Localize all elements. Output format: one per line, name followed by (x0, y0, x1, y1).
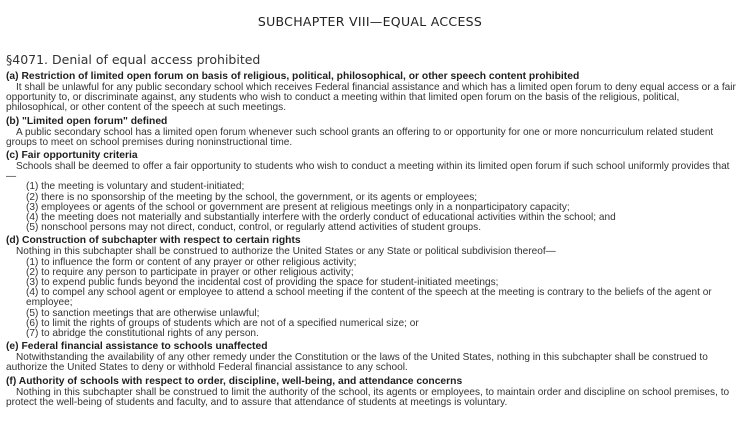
subsection-c-item-5: (5) nonschool persons may not direct, conduct, control, or regularly attend activities of student groups. (26, 222, 482, 234)
subsection-d-item-7: (7) to abridge the constitutional rights of any person. (26, 328, 259, 340)
subsection-c-item-1: (1) the meeting is voluntary and student-initiated; (26, 181, 245, 193)
subsection-e-text: Notwithstanding the availability of any other remedy under the Constitution or the laws of the United States, nothing in this subchapter shall be construed to authorize the United States to deny or withhold Federal financial assistance to any school. (6, 352, 708, 374)
section-body (6, 69, 736, 408)
subsection-b-heading: (b) "Limited open forum" defined (6, 115, 168, 127)
subsection-f-text: Nothing in this subchapter shall be construed to limit the authority of the school, its agents or employees, to maintain order and discipline on school premises, to protect the well-being of students and faculty, and to assure that attendance of students at meetings is voluntary. (6, 386, 730, 408)
subsection-c-item-2: (2) there is no sponsorship of the meeting by the school, the government, or its agents or employees; (26, 191, 478, 203)
subsection-b-text: A public secondary school has a limited open forum whenever such school grants an offering to or opportunity for one or more noncurriculum related student groups to meet on school premises during noninstructional time. (6, 126, 714, 148)
subsection-c-heading: (c) Fair opportunity criteria (6, 150, 138, 162)
subsection-a-text: It shall be unlawful for any public secondary school which receives Federal financial assistance and which has a limited open forum to deny equal access or a fair opportunity to, or discriminate against, any students who wish to conduct a meeting within that limited open forum on the basis of the religious, political, philosophical, or other content of the speech at such meetings. (6, 82, 736, 114)
chapter-title: SUBCHAPTER VIII—EQUAL ACCESS (257, 14, 483, 29)
subsection-f-heading: (f) Authority of schools with respect to order, discipline, well-being, and attendance concerns (6, 375, 463, 387)
subsection-d-text: Nothing in this subchapter shall be construed to authorize the United States or any State or political subdivision thereof— (16, 246, 556, 258)
subsection-c-item-3: (3) employees or agents of the school or government are present at religious meetings only in a nonparticipatory capacity; (26, 201, 570, 213)
subsection-c-text: Schools shall be deemed to offer a fair opportunity to students who wish to conduct a meeting within its limited open forum if such school uniformly provides that— (6, 161, 730, 183)
subsection-d-item-3: (3) to expend public funds beyond the incidental cost of providing the space for student-initiated meetings; (26, 277, 499, 289)
subsection-d-item-1: (1) to influence the form or content of any prayer or other religious activity; (26, 256, 357, 268)
subsection-d-item-4: (4) to compel any school agent or employee to attend a school meeting if the content of the speech at the meeting is contrary to the beliefs of the agent or employee; (26, 287, 712, 309)
subsection-e-heading: (e) Federal financial assistance to schools unaffected (6, 341, 268, 353)
subsection-d-heading: (d) Construction of subchapter with respect to certain rights (6, 235, 301, 247)
subsection-a-heading: (a) Restriction of limited open forum on basis of religious, political, philosophical, or other speech content prohibited (6, 71, 580, 82)
section-title: §4071. Denial of equal access prohibited (6, 52, 261, 67)
subsection-c-item-4: (4) the meeting does not materially and substantially interfere with the orderly conduct of educational activities within the school; and (26, 212, 616, 224)
subsection-d-item-5: (5) to sanction meetings that are otherwise unlawful; (26, 307, 260, 319)
subsection-d-item-2: (2) to require any person to participate in prayer or other religious activity; (26, 266, 354, 278)
subsection-d-item-6: (6) to limit the rights of groups of students which are not of a specified numerical size; or (26, 317, 419, 329)
